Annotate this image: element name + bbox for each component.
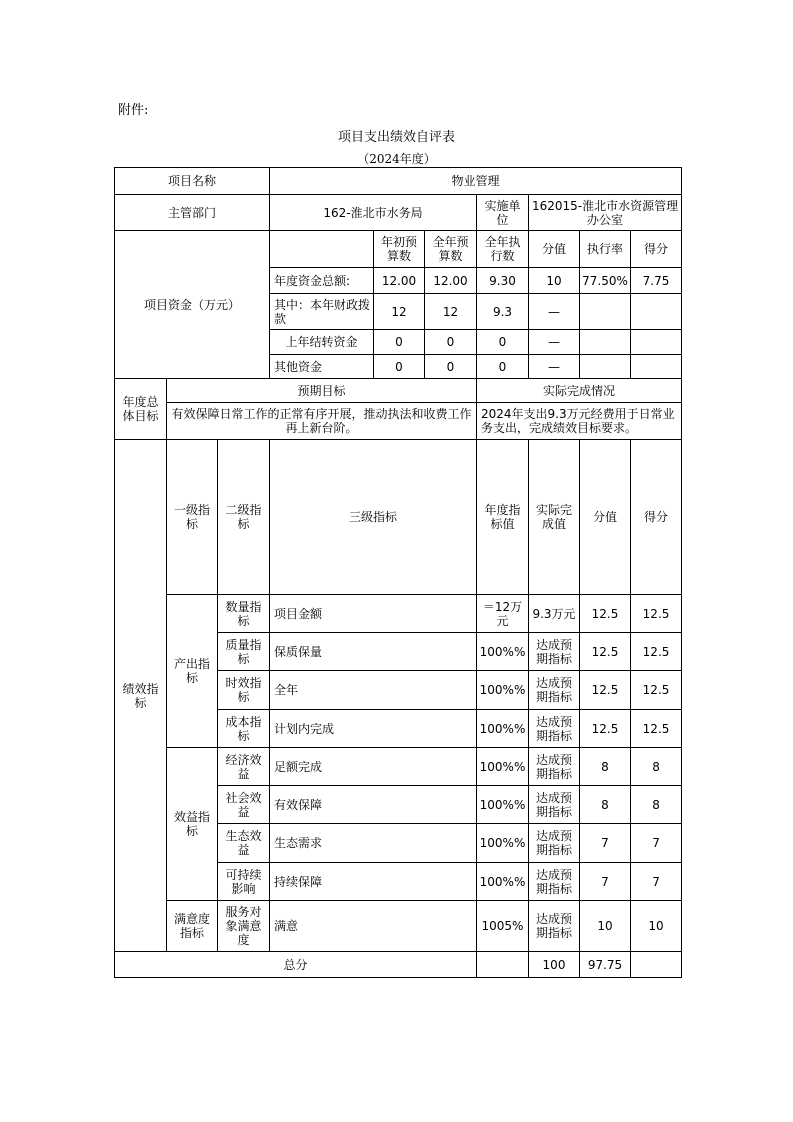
impl-label: 实施单位 <box>477 195 529 231</box>
funds-score <box>631 294 682 330</box>
funds-executed: 0 <box>477 330 529 355</box>
level3-cell: 足额完成 <box>270 748 477 786</box>
target-cell: 100%% <box>477 824 529 863</box>
project-name-label: 项目名称 <box>115 168 270 195</box>
header-level2: 二级指标 <box>218 440 270 595</box>
total-label: 总分 <box>115 952 477 978</box>
funds-header-blank <box>270 231 374 268</box>
indicator-row <box>115 901 682 952</box>
total-row <box>115 952 682 978</box>
level3-cell: 有效保障 <box>270 786 477 824</box>
score-value-cell: 8 <box>580 748 631 786</box>
level3-cell: 项目金额 <box>270 595 477 633</box>
funds-executed: 9.3 <box>477 294 529 330</box>
funds-initial: 12.00 <box>374 268 425 294</box>
indicators-label: 绩效指标 <box>115 440 167 952</box>
level2-cell: 经济效益 <box>218 748 270 786</box>
target-cell: 100%% <box>477 710 529 748</box>
impl-value: 162015-淮北市水资源管理办公室 <box>529 195 682 231</box>
goals-expected-header: 预期目标 <box>167 379 477 403</box>
funds-row-name: 年度资金总额: <box>270 268 374 294</box>
attachment-label: 附件: <box>118 103 149 118</box>
funds-rate <box>580 355 631 379</box>
dept-value: 162-淮北市水务局 <box>270 195 477 231</box>
funds-rate <box>580 294 631 330</box>
dept-label: 主管部门 <box>115 195 270 231</box>
level3-cell: 全年 <box>270 671 477 710</box>
funds-annual: 12.00 <box>425 268 477 294</box>
actual-cell: 达成预期指标 <box>529 671 580 710</box>
target-cell: 100%% <box>477 748 529 786</box>
score-cell: 7 <box>631 863 682 901</box>
level3-cell: 计划内完成 <box>270 710 477 748</box>
goals-expected-text: 有效保障日常工作的正常有序开展，推动执法和收费工作再上新台阶。 <box>167 403 477 440</box>
funds-initial: 12 <box>374 294 425 330</box>
level3-cell: 持续保障 <box>270 863 477 901</box>
score-cell: 8 <box>631 786 682 824</box>
level1-benefit: 效益指标 <box>167 748 218 901</box>
funds-initial: 0 <box>374 355 425 379</box>
funds-executed: 9.30 <box>477 268 529 294</box>
year-label: （2024年度） <box>357 152 436 166</box>
target-cell: 100%% <box>477 786 529 824</box>
score-cell: 10 <box>631 901 682 952</box>
total-score: 97.75 <box>580 952 631 978</box>
funds-row-name: 其他资金 <box>270 355 374 379</box>
goals-header-row <box>115 379 682 403</box>
score-value-cell: 12.5 <box>580 710 631 748</box>
target-cell: 100%% <box>477 863 529 901</box>
goals-actual-text: 2024年支出9.3万元经费用于日常业务支出，完成绩效目标要求。 <box>477 403 682 440</box>
level2-cell: 社会效益 <box>218 786 270 824</box>
funds-score-value: — <box>529 330 580 355</box>
level1-output: 产出指标 <box>167 595 218 748</box>
actual-cell: 达成预期指标 <box>529 710 580 748</box>
actual-cell: 达成预期指标 <box>529 748 580 786</box>
funds-annual: 12 <box>425 294 477 330</box>
indicator-row <box>115 748 682 786</box>
score-value-cell: 8 <box>580 786 631 824</box>
actual-cell: 达成预期指标 <box>529 863 580 901</box>
funds-header-row <box>115 231 682 268</box>
level2-cell: 成本指标 <box>218 710 270 748</box>
header-score: 得分 <box>631 440 682 595</box>
score-value-cell: 7 <box>580 824 631 863</box>
score-value-cell: 12.5 <box>580 633 631 671</box>
score-cell: 12.5 <box>631 633 682 671</box>
department-row <box>115 195 682 231</box>
goals-actual-header: 实际完成情况 <box>477 379 682 403</box>
actual-cell: 达成预期指标 <box>529 901 580 952</box>
funds-score <box>631 330 682 355</box>
funds-header-cell: 执行率 <box>580 231 631 268</box>
funds-annual: 0 <box>425 355 477 379</box>
project-name-row <box>115 168 682 195</box>
header-level1: 一级指标 <box>167 440 218 595</box>
total-deviation <box>631 952 682 978</box>
header-target: 年度指标值 <box>477 440 529 595</box>
funds-header-cell: 全年预算数 <box>425 231 477 268</box>
funds-header-cell: 分值 <box>529 231 580 268</box>
level2-cell: 可持续影响 <box>218 863 270 901</box>
self-evaluation-table <box>114 167 682 978</box>
goals-label: 年度总体目标 <box>115 379 167 440</box>
header-actual: 实际完成值 <box>529 440 580 595</box>
target-cell: 1005% <box>477 901 529 952</box>
actual-cell: 达成预期指标 <box>529 786 580 824</box>
indicator-row <box>115 595 682 633</box>
score-cell: 7 <box>631 824 682 863</box>
funds-rate <box>580 330 631 355</box>
funds-score <box>631 355 682 379</box>
funds-score-value: 10 <box>529 268 580 294</box>
level2-cell: 质量指标 <box>218 633 270 671</box>
page-title: 项目支出绩效自评表 <box>337 130 455 145</box>
level2-cell: 生态效益 <box>218 824 270 863</box>
target-cell: ＝12万元 <box>477 595 529 633</box>
score-cell: 12.5 <box>631 671 682 710</box>
goals-text-row <box>115 403 682 440</box>
funds-score-value: — <box>529 294 580 330</box>
level1-satisfaction: 满意度指标 <box>167 901 218 952</box>
score-value-cell: 12.5 <box>580 671 631 710</box>
funds-row-name: 上年结转资金 <box>270 330 374 355</box>
funds-executed: 0 <box>477 355 529 379</box>
indicator-header-row <box>115 440 682 595</box>
score-value-cell: 10 <box>580 901 631 952</box>
level2-cell: 数量指标 <box>218 595 270 633</box>
header-level3: 三级指标 <box>270 440 477 595</box>
level3-cell: 保质保量 <box>270 633 477 671</box>
actual-cell: 9.3万元 <box>529 595 580 633</box>
funds-initial: 0 <box>374 330 425 355</box>
funds-header-cell: 得分 <box>631 231 682 268</box>
target-cell: 100%% <box>477 671 529 710</box>
actual-cell: 达成预期指标 <box>529 633 580 671</box>
header-score-value: 分值 <box>580 440 631 595</box>
funds-header-cell: 年初预算数 <box>374 231 425 268</box>
level3-cell: 满意 <box>270 901 477 952</box>
score-value-cell: 12.5 <box>580 595 631 633</box>
score-cell: 12.5 <box>631 710 682 748</box>
total-blank <box>477 952 529 978</box>
actual-cell: 达成预期指标 <box>529 824 580 863</box>
score-cell: 8 <box>631 748 682 786</box>
level3-cell: 生态需求 <box>270 824 477 863</box>
level2-cell: 时效指标 <box>218 671 270 710</box>
funds-rate: 77.50% <box>580 268 631 294</box>
level2-cell: 服务对象满意度 <box>218 901 270 952</box>
project-name-value: 物业管理 <box>270 168 682 195</box>
score-cell: 12.5 <box>631 595 682 633</box>
score-value-cell: 7 <box>580 863 631 901</box>
total-score-value: 100 <box>529 952 580 978</box>
funds-score-value: — <box>529 355 580 379</box>
funds-score: 7.75 <box>631 268 682 294</box>
target-cell: 100%% <box>477 633 529 671</box>
funds-row-name: 其中：本年财政拨款 <box>270 294 374 330</box>
funds-label: 项目资金（万元） <box>115 231 270 379</box>
funds-header-cell: 全年执行数 <box>477 231 529 268</box>
funds-annual: 0 <box>425 330 477 355</box>
